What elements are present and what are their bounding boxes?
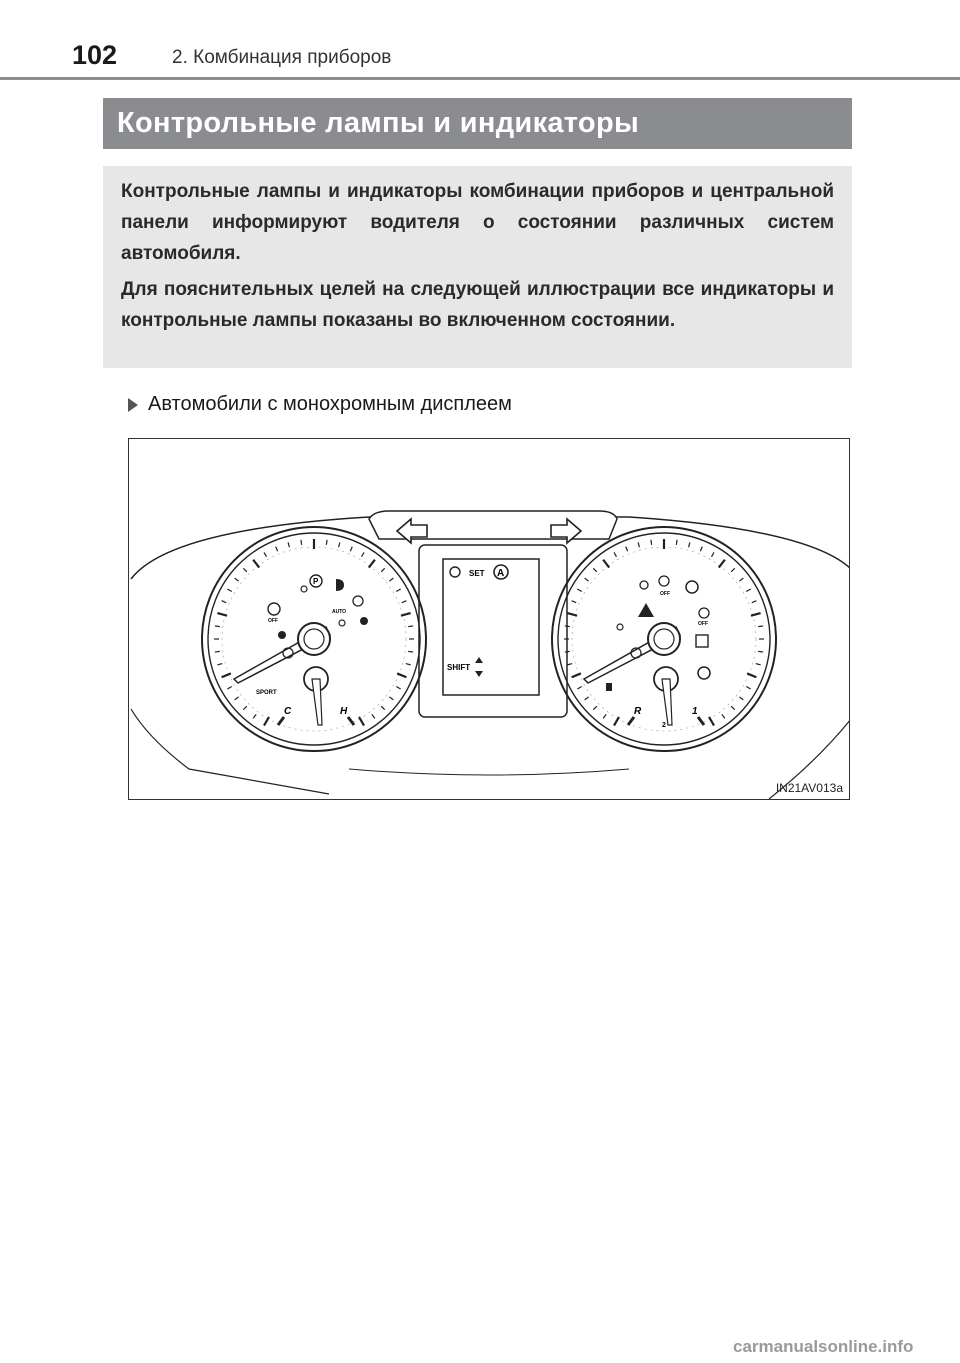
gauge-tick — [739, 697, 743, 700]
gauge-tick — [676, 540, 677, 545]
gauge-tick — [215, 651, 220, 652]
gauge-tick — [593, 706, 597, 710]
gauge-tick — [700, 547, 702, 552]
intro-paragraph-2: Для пояснительных целей на следующей иллюстрации все индикаторы и контрольные лампы показаны во включенном состоянии. — [121, 279, 834, 331]
gauge-tick — [614, 552, 617, 556]
gauge-tick — [253, 714, 256, 718]
gauge-tick — [739, 578, 743, 581]
header-divider — [0, 77, 960, 80]
dashboard-bottom-line — [349, 769, 629, 775]
gauge-tick — [746, 687, 750, 690]
driver-monitor-icon — [696, 635, 708, 647]
glow-plug-icon — [640, 581, 648, 589]
chapter-title: 2. Комбинация приборов — [172, 47, 392, 68]
slip-off-label: OFF — [660, 591, 670, 597]
airbag-icon — [360, 617, 368, 625]
watermark: carmanualsonline.info — [733, 1337, 914, 1356]
section-title: Контрольные лампы и индикаторы — [117, 107, 640, 139]
fuel-icon — [606, 683, 612, 691]
gauge-tick — [227, 589, 231, 592]
fog-light-icon — [339, 620, 345, 626]
gauge-tick — [408, 651, 413, 652]
headlight-icon — [336, 579, 344, 591]
gauge-tick — [638, 542, 639, 547]
gauge-tick — [565, 651, 570, 652]
gauge-tick — [603, 560, 609, 568]
parking-letter: P — [313, 577, 319, 586]
gauge-tick — [222, 601, 227, 603]
gauge-tick — [593, 568, 597, 572]
vsc-off-icon — [699, 608, 709, 618]
reverse-label: R — [634, 706, 642, 717]
gauge-tick — [372, 714, 375, 718]
master-warning-icon — [638, 603, 654, 617]
gauge-tick — [408, 626, 413, 627]
gauge-tick — [712, 552, 715, 556]
gauge-tick — [731, 568, 735, 572]
gauge-tick — [389, 578, 393, 581]
gauge-tick — [577, 687, 581, 690]
park-assist-icon — [278, 631, 286, 639]
gauge-tick — [389, 697, 393, 700]
gauge-tick — [222, 673, 231, 677]
gauge-tick — [264, 552, 267, 556]
auto-high-beam-label: AUTO — [332, 609, 347, 615]
gauge-tick — [567, 664, 572, 665]
gauge-tick — [406, 664, 411, 665]
gauge-tick — [626, 547, 628, 552]
gauge-tick — [350, 547, 352, 552]
gauge-tick — [369, 560, 375, 568]
intro-paragraph-1: Контрольные лампы и индикаторы комбинации приборов и центральной панели информируют водителя о состоянии различных систем автомобиля. — [121, 181, 834, 264]
gauge-tick — [756, 664, 761, 665]
tire-pressure-icon — [698, 667, 710, 679]
gear-2-label: 2 — [662, 722, 666, 729]
gauge-tick — [709, 717, 714, 726]
gauge-tick — [381, 706, 385, 710]
gauge-tick — [758, 651, 763, 652]
gauge-tick — [217, 664, 222, 665]
figure-code: IN21AV013a — [775, 781, 843, 795]
fuel-needle — [662, 679, 672, 725]
speedometer-gauge — [552, 527, 776, 751]
instrument-cluster-figure — [128, 438, 850, 800]
subheading-text: Автомобили с монохромным дисплеем — [148, 393, 512, 415]
gauge-tick — [614, 717, 619, 726]
gauge-tick — [719, 560, 725, 568]
gauge-tick — [396, 687, 400, 690]
triangle-bullet-icon — [128, 398, 138, 412]
page-header — [0, 0, 960, 80]
gauge-tick — [585, 578, 589, 581]
gauge-tick — [572, 601, 577, 603]
set-label: SET — [469, 569, 485, 578]
gauge-tick — [253, 560, 259, 568]
gauge-tick — [651, 540, 652, 545]
auto-off-icon — [268, 603, 280, 615]
gauge-tick — [752, 601, 757, 603]
auto-off-label: OFF — [268, 618, 278, 624]
gauge-tick — [276, 547, 278, 552]
brake-warning-icon — [353, 596, 363, 606]
lane-assist-icon — [686, 581, 698, 593]
sport-label: SPORT — [256, 690, 277, 696]
seatbelt-icon — [301, 586, 307, 592]
gauge-tick — [577, 589, 581, 592]
gauge-tick — [731, 706, 735, 710]
slip-indicator-icon — [659, 576, 669, 586]
gauge-tick — [689, 542, 690, 547]
gauge-tick — [288, 542, 289, 547]
gauge-tick — [585, 697, 589, 700]
gauge-tick — [565, 626, 570, 627]
oil-pressure-icon — [617, 624, 623, 630]
gauge-tick — [326, 540, 327, 545]
temp-needle — [312, 679, 322, 725]
gauge-tick — [215, 626, 220, 627]
temp-cold-label: C — [284, 706, 292, 717]
shift-label: SHIFT — [447, 663, 471, 672]
gauge-tick — [362, 552, 365, 556]
gauge-tick — [572, 673, 581, 677]
gauge-tick — [401, 613, 411, 616]
gauge-tick — [301, 540, 302, 545]
gauge-tick — [235, 697, 239, 700]
temp-hot-label: H — [340, 706, 348, 717]
vsc-off-label: OFF — [698, 621, 708, 627]
gauge-tick — [243, 706, 247, 710]
tachometer-gauge — [202, 527, 426, 751]
gauge-tick — [381, 568, 385, 572]
subheading — [128, 393, 512, 416]
gauge-tick — [227, 687, 231, 690]
gauge-tick — [264, 717, 269, 726]
gauge-tick — [567, 613, 577, 616]
auto-a-letter: A — [497, 568, 505, 579]
gauge-tick — [217, 613, 227, 616]
center-display — [443, 559, 539, 695]
gauge-tick — [758, 626, 763, 627]
gear-1-label: 1 — [692, 706, 698, 717]
gauge-tick — [402, 601, 407, 603]
gauge-tick — [746, 589, 750, 592]
gauge-tick — [339, 542, 340, 547]
instrument-cluster-drawing — [129, 439, 850, 800]
dashboard-lower-line — [131, 709, 329, 794]
section-title-bar — [103, 98, 852, 149]
gauge-tick — [243, 568, 247, 572]
gauge-tick — [359, 717, 364, 726]
gauge-tick — [235, 578, 239, 581]
gauge-tick — [396, 589, 400, 592]
page-number: 102 — [72, 40, 118, 70]
gauge-tick — [603, 714, 606, 718]
gauge-tick — [722, 714, 725, 718]
gauge-tick — [751, 613, 761, 616]
intro-box — [103, 166, 852, 368]
